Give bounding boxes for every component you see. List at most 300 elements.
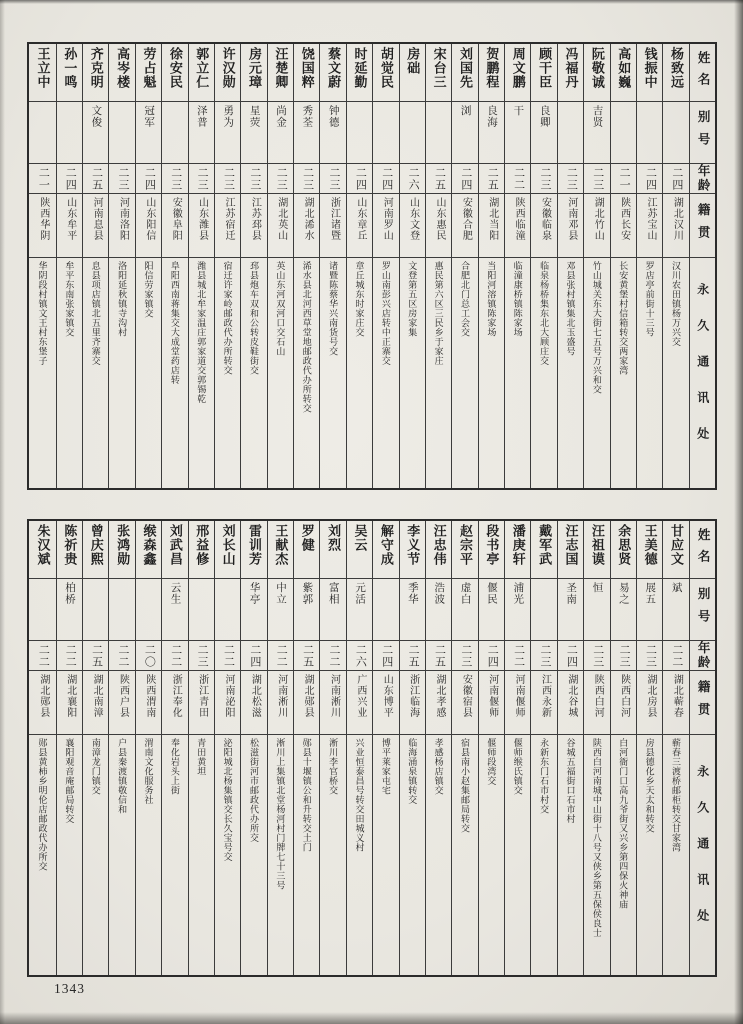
entry-age: 二四 xyxy=(248,643,261,668)
entry-column xyxy=(662,44,688,488)
cell-alias xyxy=(29,579,55,641)
entry-age: 二四 xyxy=(565,643,578,668)
cell-address xyxy=(505,735,530,975)
entry-address: 孝感杨店镇交 xyxy=(433,738,444,795)
entry-address: 合肥北门总工会交 xyxy=(459,261,470,337)
entry-column xyxy=(583,44,609,488)
entry-name: 王美德 xyxy=(642,524,658,566)
cell-age xyxy=(268,164,293,194)
cell-origin xyxy=(241,671,266,735)
entry-origin: 安徽阜阳 xyxy=(170,197,182,241)
entry-origin: 河南淅川 xyxy=(328,674,340,718)
cell-age xyxy=(505,641,530,671)
entry-age: 二六 xyxy=(407,166,420,191)
entry-address: 兴业恒泰昌号转交田城义村 xyxy=(354,738,365,852)
entry-column xyxy=(214,44,240,488)
cell-origin xyxy=(663,194,688,258)
cell-address xyxy=(83,735,108,975)
entry-address: 南漳龙门镇交 xyxy=(90,738,101,795)
entry-address: 永新东门石市村交 xyxy=(539,738,550,814)
cell-age xyxy=(373,164,398,194)
entry-age: 二五 xyxy=(301,643,314,668)
entry-name: 曾庆熙 xyxy=(88,524,104,566)
cell-age xyxy=(611,641,636,671)
cell-alias xyxy=(452,102,477,164)
entry-address: 临海涌泉镇转交 xyxy=(407,738,418,805)
entry-alias: 展五 xyxy=(644,582,656,605)
entry-address: 长安黄堡村信箱转交两家湾 xyxy=(618,261,629,375)
row-header-name xyxy=(690,44,715,102)
cell-alias xyxy=(400,579,425,641)
entry-origin: 湖北襄阳 xyxy=(64,674,76,718)
cell-age xyxy=(268,641,293,671)
cell-age xyxy=(57,641,82,671)
entry-origin: 湖北浠水 xyxy=(302,197,314,241)
entry-name: 孙一鸣 xyxy=(62,47,78,89)
cell-origin xyxy=(136,194,161,258)
entry-address: 户县秦渡镇敬信和 xyxy=(117,738,128,814)
entry-address: 白河衙门口高九爷街又兴乡第四保火神庙 xyxy=(618,738,629,909)
cell-origin xyxy=(189,671,214,735)
cell-name xyxy=(558,44,583,102)
cell-address xyxy=(347,258,372,488)
cell-alias xyxy=(162,579,187,641)
entry-origin: 陕西华阴 xyxy=(37,197,49,241)
entry-age: 二二 xyxy=(37,643,50,668)
entry-name: 张鸿勋 xyxy=(115,524,131,566)
cell-origin xyxy=(215,671,240,735)
row-header-column xyxy=(689,521,715,975)
cell-address xyxy=(215,735,240,975)
cell-address xyxy=(373,258,398,488)
row-header-label: 别号 xyxy=(696,587,711,632)
entry-age: 二三 xyxy=(539,166,551,191)
cell-origin xyxy=(426,671,451,735)
cell-age xyxy=(611,164,636,194)
entry-address: 阜阳西南蒋集交大成堂药店转 xyxy=(169,261,180,385)
cell-origin xyxy=(320,671,345,735)
entry-age: 二六 xyxy=(354,643,367,668)
cell-alias xyxy=(215,579,240,641)
cell-age xyxy=(531,164,556,194)
entry-origin: 河南罗山 xyxy=(381,197,393,241)
entry-column xyxy=(293,521,319,975)
entry-name: 周文鹏 xyxy=(510,47,526,89)
entry-address: 临泉杨桥集东北大顾庄交 xyxy=(539,261,550,366)
cell-origin xyxy=(268,671,293,735)
entry-age: 二二 xyxy=(328,643,340,668)
entry-column xyxy=(610,521,636,975)
entry-alias: 富相 xyxy=(327,582,339,605)
cell-age xyxy=(584,641,609,671)
cell-address xyxy=(558,735,583,975)
entry-alias: 恒 xyxy=(591,582,603,594)
entry-name: 胡觉民 xyxy=(378,47,394,89)
entry-alias: 云生 xyxy=(169,582,181,605)
cell-origin xyxy=(663,671,688,735)
entry-name: 陈祈贵 xyxy=(62,524,78,566)
entry-column xyxy=(399,44,425,488)
cell-alias xyxy=(531,579,556,641)
entry-age: 二一 xyxy=(618,166,631,191)
entry-column xyxy=(451,521,477,975)
cell-age xyxy=(479,164,504,194)
cell-alias xyxy=(189,579,214,641)
cell-address xyxy=(347,735,372,975)
cell-name xyxy=(320,44,345,102)
entry-address: 谷城五福街口石市村 xyxy=(565,738,576,824)
cell-age xyxy=(479,641,504,671)
entry-origin: 陕西长安 xyxy=(618,197,630,241)
cell-origin xyxy=(452,194,477,258)
cell-alias xyxy=(637,579,662,641)
cell-origin xyxy=(452,671,477,735)
entry-address: 偃师缑氏镇交 xyxy=(512,738,523,795)
cell-name xyxy=(189,44,214,102)
entry-address: 罗山南彭兴店转中正寨交 xyxy=(380,261,391,366)
entry-origin: 湖北谷城 xyxy=(565,674,577,718)
entry-name: 劳占魁 xyxy=(141,47,157,89)
row-header-age xyxy=(690,164,715,194)
entry-alias: 圣南 xyxy=(565,582,577,605)
entry-address: 泌阳城北杨集镇交长久宝号交 xyxy=(222,738,233,862)
cell-address xyxy=(136,258,161,488)
entry-origin: 湖北郧县 xyxy=(37,674,49,718)
cell-name xyxy=(637,521,662,579)
cell-name xyxy=(611,44,636,102)
entry-column xyxy=(161,521,187,975)
entry-address: 章丘城东时家庄交 xyxy=(354,261,365,337)
entry-name: 缑森鑫 xyxy=(141,524,157,566)
entry-name: 汪祖谟 xyxy=(589,524,605,566)
cell-origin xyxy=(479,671,504,735)
cell-alias xyxy=(505,102,530,164)
entry-address: 息县项店镇北五里齐寨交 xyxy=(90,261,101,366)
cell-age xyxy=(136,641,161,671)
row-header-address xyxy=(690,735,715,975)
cell-address xyxy=(611,258,636,488)
entry-alias: 浩波 xyxy=(433,582,445,605)
cell-age xyxy=(584,164,609,194)
row-header-label: 姓名 xyxy=(696,51,711,94)
entry-column xyxy=(214,521,240,975)
cell-address xyxy=(268,735,293,975)
row-header-origin xyxy=(690,671,715,735)
entry-address: 潍县城北牟家温庄郭家道交郭锡乾 xyxy=(196,261,207,404)
cell-address xyxy=(320,258,345,488)
cell-origin xyxy=(320,194,345,258)
cell-address xyxy=(162,735,187,975)
entry-name: 赵宗平 xyxy=(457,524,473,566)
entry-name: 齐克明 xyxy=(88,47,104,89)
cell-alias xyxy=(294,102,319,164)
entry-origin: 陕西户县 xyxy=(117,674,129,718)
cell-origin xyxy=(109,671,134,735)
cell-name xyxy=(452,521,477,579)
cell-origin xyxy=(400,194,425,258)
cell-name xyxy=(215,521,240,579)
entry-age: 二四 xyxy=(354,166,367,191)
cell-alias xyxy=(400,102,425,164)
entry-column xyxy=(29,521,55,975)
entry-age: 二三 xyxy=(591,643,604,668)
cell-address xyxy=(426,258,451,488)
row-header-alias xyxy=(690,579,715,641)
entry-column xyxy=(557,44,583,488)
entry-column xyxy=(319,44,345,488)
cell-alias xyxy=(320,102,345,164)
entry-name: 宋台三 xyxy=(431,47,447,89)
entry-origin: 广西兴业 xyxy=(354,674,366,718)
cell-name xyxy=(637,44,662,102)
entry-origin: 浙江临海 xyxy=(407,674,419,718)
cell-alias xyxy=(215,102,240,164)
entry-alias: 浏 xyxy=(459,105,471,117)
entry-origin: 湖北房县 xyxy=(644,674,656,718)
cell-origin xyxy=(215,194,240,258)
cell-address xyxy=(109,258,134,488)
entry-age: 二二 xyxy=(222,643,235,668)
cell-name xyxy=(479,521,504,579)
cell-name xyxy=(162,521,187,579)
cell-address xyxy=(373,735,398,975)
cell-origin xyxy=(505,671,530,735)
cell-name xyxy=(531,44,556,102)
cell-alias xyxy=(241,579,266,641)
cell-address xyxy=(320,735,345,975)
cell-origin xyxy=(479,194,504,258)
cell-name xyxy=(83,44,108,102)
cell-age xyxy=(189,164,214,194)
entry-column xyxy=(108,521,134,975)
cell-alias xyxy=(294,579,319,641)
cell-alias xyxy=(189,102,214,164)
entry-name: 刘武昌 xyxy=(167,524,183,566)
entry-alias: 吉贤 xyxy=(591,105,603,128)
entry-column xyxy=(504,44,530,488)
entry-name: 杨致远 xyxy=(668,47,684,89)
cell-age xyxy=(83,164,108,194)
row-header-label: 永久通讯处 xyxy=(695,283,710,463)
entry-age: 二五 xyxy=(90,643,103,668)
cell-alias xyxy=(83,102,108,164)
cell-name xyxy=(83,521,108,579)
cell-age xyxy=(29,641,55,671)
entry-address: 牟平东南张家镇交 xyxy=(64,261,75,337)
entry-name: 吴云 xyxy=(352,524,368,552)
cell-name xyxy=(531,521,556,579)
cell-age xyxy=(294,164,319,194)
entry-alias: 元活 xyxy=(354,582,366,605)
cell-address xyxy=(531,735,556,975)
entry-origin: 安徽临泉 xyxy=(539,197,551,241)
entry-address: 松滋街河市邮政代办所交 xyxy=(248,738,259,843)
entry-age: 二三 xyxy=(196,166,209,191)
entry-origin: 江苏宝山 xyxy=(644,197,656,241)
entry-name: 潘庚轩 xyxy=(510,524,526,566)
cell-age xyxy=(83,641,108,671)
entry-column xyxy=(29,44,55,488)
cell-alias xyxy=(347,579,372,641)
entry-address: 襄阳观音庵邮局转交 xyxy=(64,738,75,824)
cell-alias xyxy=(268,579,293,641)
entry-origin: 安徽宿县 xyxy=(460,674,472,718)
entry-address: 文登第五区房家集 xyxy=(407,261,418,337)
entry-name: 朱汉斌 xyxy=(35,524,51,566)
cell-address xyxy=(479,735,504,975)
entry-column xyxy=(451,44,477,488)
cell-address xyxy=(400,258,425,488)
cell-age xyxy=(637,164,662,194)
cell-name xyxy=(584,44,609,102)
cell-alias xyxy=(663,102,688,164)
entry-alias: 文俊 xyxy=(90,105,102,128)
entry-origin: 江苏邳县 xyxy=(249,197,261,241)
entry-origin: 湖北孝感 xyxy=(433,674,445,718)
row-header-label: 永久通讯处 xyxy=(695,765,710,945)
scan-artifact-right-edge xyxy=(734,0,743,1024)
entry-name: 钱振中 xyxy=(642,47,658,89)
entry-column xyxy=(293,44,319,488)
cell-origin xyxy=(637,194,662,258)
entry-address: 临潼康桥镇陈家场 xyxy=(512,261,523,337)
entry-origin: 湖北当阳 xyxy=(486,197,498,241)
cell-address xyxy=(268,258,293,488)
cell-name xyxy=(373,44,398,102)
cell-name xyxy=(452,44,477,102)
cell-address xyxy=(109,735,134,975)
cell-alias xyxy=(479,102,504,164)
cell-origin xyxy=(347,671,372,735)
entry-address: 邳县炮车双和公转皮鞋街交 xyxy=(248,261,259,375)
cell-alias xyxy=(268,102,293,164)
row-header-name xyxy=(690,521,715,579)
entry-column xyxy=(267,44,293,488)
cell-alias xyxy=(347,102,372,164)
entry-column xyxy=(530,44,556,488)
cell-origin xyxy=(611,671,636,735)
entry-address: 淅川上集镇北堂杨河村门牌七十三号 xyxy=(275,738,286,890)
cell-alias xyxy=(452,579,477,641)
entry-origin: 湖北南漳 xyxy=(91,674,103,718)
entry-column xyxy=(662,521,688,975)
entry-age: 二五 xyxy=(407,643,420,668)
entry-address: 阳信劳家镇交 xyxy=(143,261,154,318)
cell-name xyxy=(29,44,55,102)
entry-name: 蔡文蔚 xyxy=(326,47,342,89)
cell-alias xyxy=(426,579,451,641)
entry-age: 二三 xyxy=(591,166,604,191)
cell-address xyxy=(189,258,214,488)
entry-origin: 湖北蕲春 xyxy=(671,674,683,718)
row-header-address xyxy=(690,258,715,488)
entry-name: 郭立仁 xyxy=(194,47,210,89)
cell-alias xyxy=(57,102,82,164)
entry-name: 戴军武 xyxy=(537,524,553,566)
cell-name xyxy=(162,44,187,102)
cell-alias xyxy=(162,102,187,164)
entry-column xyxy=(240,44,266,488)
page-number: 1343 xyxy=(54,981,85,996)
cell-alias xyxy=(663,579,688,641)
entry-origin: 安徽合肥 xyxy=(460,197,472,241)
cell-alias xyxy=(611,102,636,164)
cell-origin xyxy=(162,671,187,735)
entry-name: 冯福丹 xyxy=(563,47,579,89)
entry-address: 房县德化乡天太和转交 xyxy=(644,738,655,833)
row-header-label: 籍贯 xyxy=(696,203,711,248)
cell-name xyxy=(57,44,82,102)
entry-alias: 星荧 xyxy=(248,105,260,128)
entry-address: 华阴段村镇文王村东堡子 xyxy=(37,261,48,366)
entry-name: 雷训芳 xyxy=(246,524,262,566)
cell-age xyxy=(505,164,530,194)
entry-name: 高如巍 xyxy=(616,47,632,89)
entry-origin: 山东章丘 xyxy=(354,197,366,241)
cell-age xyxy=(531,641,556,671)
cell-age xyxy=(558,164,583,194)
entry-address: 汉川农田镇杨万兴交 xyxy=(670,261,681,347)
entry-alias: 虚白 xyxy=(459,582,471,605)
cell-age xyxy=(400,164,425,194)
cell-name xyxy=(109,521,134,579)
entry-column xyxy=(188,521,214,975)
entry-age: 二三 xyxy=(565,166,578,191)
cell-age xyxy=(373,641,398,671)
cell-address xyxy=(57,258,82,488)
cell-origin xyxy=(584,671,609,735)
entry-name: 李义节 xyxy=(405,524,421,566)
entry-name: 饶国粹 xyxy=(299,47,315,89)
entry-address: 淅川李官桥交 xyxy=(328,738,339,795)
cell-origin xyxy=(611,194,636,258)
entry-origin: 湖北松滋 xyxy=(249,674,261,718)
entry-alias: 良卿 xyxy=(538,105,550,128)
entry-name: 王立中 xyxy=(35,47,51,89)
entry-address: 洛阳延秋镇寺沟村 xyxy=(117,261,128,337)
entry-name: 房元璋 xyxy=(246,47,262,89)
cell-name xyxy=(400,521,425,579)
cell-origin xyxy=(558,671,583,735)
cell-origin xyxy=(373,194,398,258)
entry-column xyxy=(530,521,556,975)
entry-age: 二二 xyxy=(117,643,129,668)
cell-age xyxy=(452,164,477,194)
cell-name xyxy=(505,521,530,579)
entry-age: 二四 xyxy=(644,166,657,191)
entry-address: 蕲春三渡桥邮柜转交甘家湾 xyxy=(670,738,681,852)
entry-origin: 江西永新 xyxy=(539,674,551,718)
entry-name: 阮敬诚 xyxy=(589,47,605,89)
entry-address: 渭南文化服务社 xyxy=(143,738,154,805)
cell-alias xyxy=(558,102,583,164)
cell-address xyxy=(57,735,82,975)
entry-age: 二五 xyxy=(486,166,499,191)
entry-origin: 浙江奉化 xyxy=(170,674,182,718)
cell-age xyxy=(347,641,372,671)
cell-address xyxy=(452,258,477,488)
entry-age: 二五 xyxy=(433,166,446,191)
entry-column xyxy=(372,521,398,975)
cell-address xyxy=(400,735,425,975)
entry-name: 贺鹏程 xyxy=(484,47,500,89)
entry-address: 邓县张村镇集北玉盛号 xyxy=(565,261,576,356)
entry-column xyxy=(478,521,504,975)
entry-column xyxy=(240,521,266,975)
entry-origin: 湖北汉川 xyxy=(671,197,683,241)
scan-artifact-top-edge xyxy=(0,0,743,4)
cell-name xyxy=(215,44,240,102)
